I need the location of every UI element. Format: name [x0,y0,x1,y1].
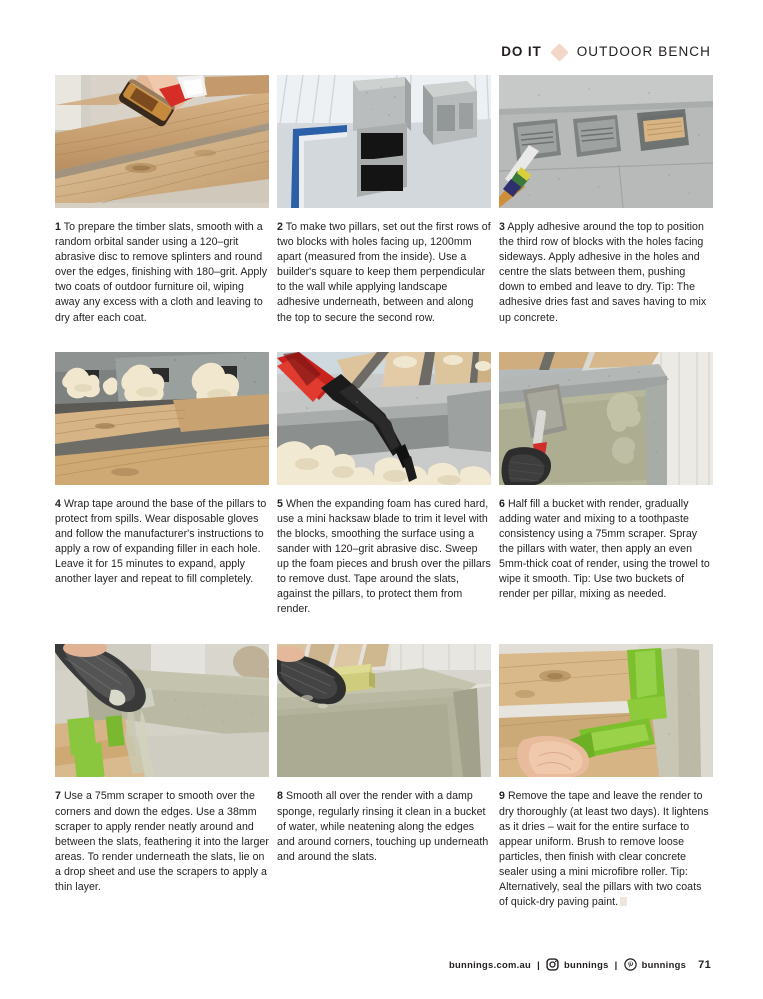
step-3 [499,75,713,326]
step-6 [499,352,713,618]
step-9 [499,644,713,910]
step-7 [55,644,269,910]
concrete-blocks-first-row-photo [277,75,491,208]
step-caption [499,220,713,326]
page-footer [0,958,763,971]
step-text: Smooth all over the render with a damp sponge, regularly rinsing it clean in a bucket of water, while neatening along the edges and around corners, touching up underneath and around the slats. [277,790,489,863]
page-title: OUTDOOR BENCH [576,44,711,60]
page-number: 71 [698,958,711,971]
steps-grid [55,75,715,910]
steps-row [55,644,715,910]
instagram-icon [546,958,559,971]
step-number: 3 [499,221,505,233]
page-header [501,42,711,62]
step-caption [277,220,491,326]
expanding-foam-filler-photo [55,352,269,485]
step-number: 1 [55,221,61,233]
step-2 [277,75,491,326]
header-kicker: DO IT [501,44,542,60]
step-text: When the expanding foam has cured hard, use a mini hacksaw blade to trim it level with the blocks, smoothing the surface using a sander with 120–grit abrasive disc. Sweep up the foam pieces and brush over the pillars to remove dust. Tape around the slats, against the pillars, to protect them from render. [277,497,491,616]
footer-instagram-handle[interactable]: bunnings [564,959,609,970]
step-number: 4 [55,497,61,510]
step-number: 6 [499,497,505,510]
step-caption [55,789,269,895]
step-text: To prepare the timber slats, smooth with a random orbital sander using a 120–grit abrasive disc to remove splinters and round over the edges, finishing with 180–grit. Apply two coats of outdoor furniture oil, wiping away any excess with a cloth and leaving to dry after each coat. [55,221,268,324]
step-text: Remove the tape and leave the render to dry thoroughly (at least two days). It lightens as it dries – wait for the entire surface to appear uniform. Brush to remove loose particles, then finish with clear concrete sealer using a mini microfibre roller. Tip: Alternatively, seal the pillars with two coats of quick-dry paving paint. [499,790,709,909]
step-text: Use a 75mm scraper to smooth over the corners and down the edges. Use a 38mm scraper to apply render neatly around and between the slats, feathering it into the larger areas. To render underneath the slats, lie on a drop sheet and use the scrapers to apply a thin layer. [55,790,269,893]
steps-row [55,352,715,618]
step-8 [277,644,491,910]
removing-tape-photo [499,644,713,777]
diamond-icon [550,43,568,61]
applying-render-trowel-photo [499,352,713,485]
step-number: 9 [499,790,505,803]
scraper-smoothing-corners-photo [55,644,269,777]
timber-slats-oiling-photo [55,75,269,208]
end-of-article-marker [620,897,627,906]
step-caption [277,497,491,618]
step-4 [55,352,269,618]
step-number: 5 [277,497,283,510]
step-text: Apply adhesive around the top to position the third row of blocks with the holes facing sideways. Apply adhesive in the holes and centre the slats between them, pushing down to embed and leave to dry. Tip: The adhesive dries fast and saves having to mix up concrete. [499,221,707,324]
step-caption [499,497,713,603]
step-number: 2 [277,221,283,233]
pinterest-icon [624,958,637,971]
step-caption [277,789,491,864]
hacksaw-trimming-foam-photo [277,352,491,485]
step-5 [277,352,491,618]
footer-website[interactable]: bunnings.com.au [448,959,532,970]
step-1 [55,75,269,326]
step-caption [55,220,269,326]
footer-separator-2: | [614,959,618,970]
footer-separator-1: | [537,959,541,970]
steps-row [55,75,715,326]
step-number: 8 [277,790,283,803]
step-text: Wrap tape around the base of the pillars to protect from spills. Wear disposable gloves and follow the manufacturer's instructions to apply a row of expanding filler in each hole. Leave it for 15 minutes to expand, apply another layer and repeat to fill completely. [55,497,267,586]
footer-pinterest-handle[interactable]: bunnings [641,959,687,970]
damp-sponge-smoothing-photo [277,644,491,777]
step-text: To make two pillars, set out the first rows of two blocks with holes facing up, 1200mm apart (measured from the inside). Use a builder's square to keep them perpendicular to the wall while applying landscape adhesive underneath, between and along the top to secure the second row. [277,221,491,324]
adhesive-blocks-sideways-photo [499,75,713,208]
step-caption [55,497,269,588]
step-caption [499,789,713,910]
step-text: Half fill a bucket with render, gradually adding water and mixing to a toothpaste consistency using a 75mm scraper. Spray the pillars with water, then apply an even 5mm-thick coat of render, using the trowel to wipe it smooth. Tip: Use two buckets of render per pillar, mixing as needed. [499,497,710,601]
step-number: 7 [55,790,61,803]
